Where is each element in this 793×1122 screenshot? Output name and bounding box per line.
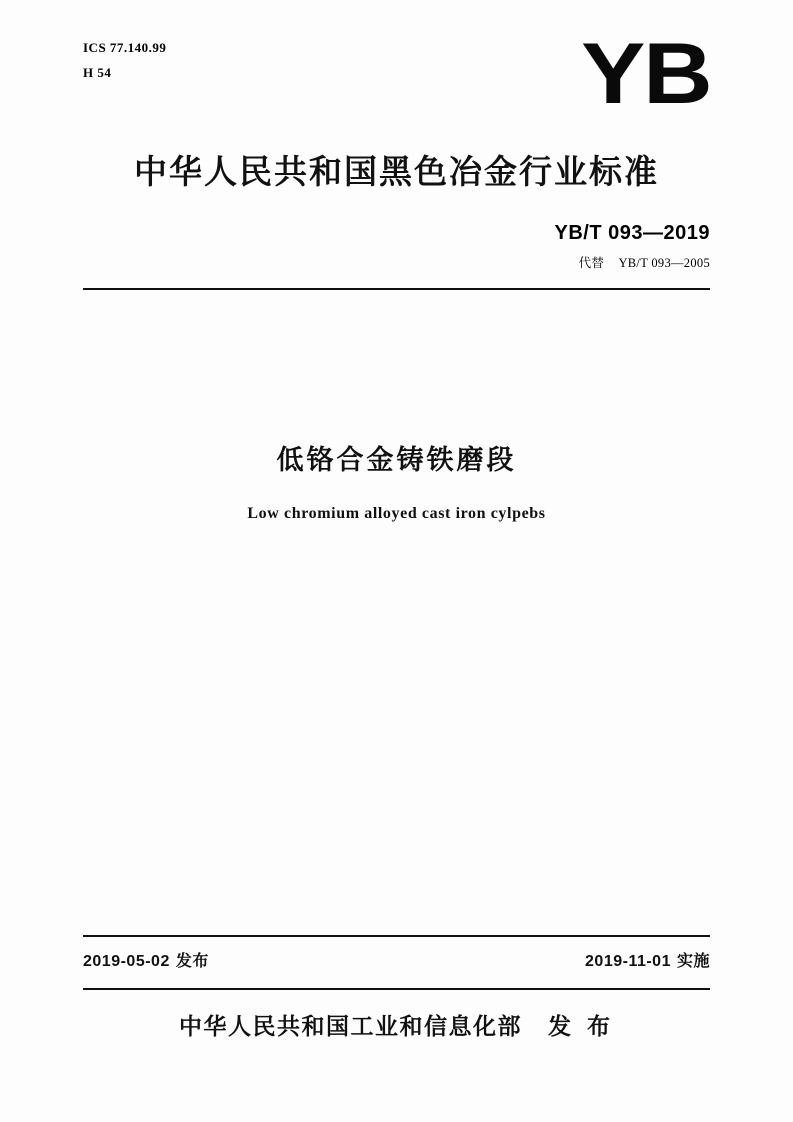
publisher-verb: 发 布	[547, 1014, 614, 1040]
replaces-label: 代替	[578, 255, 605, 270]
ics-meta-block	[83, 36, 166, 85]
ics-code: ICS 77.140.99	[83, 40, 167, 55]
series-title: 中华人民共和国黑色冶金行业标准	[134, 152, 659, 191]
issue-date-label: 发布	[175, 951, 209, 970]
implement-date-label: 实施	[676, 951, 710, 970]
classification-code: H 54	[83, 64, 112, 80]
replaces-number: YB/T 093—2005	[618, 256, 710, 270]
standard-number-block	[450, 222, 710, 271]
implement-date: 2019-11-01	[585, 953, 671, 970]
divider-bottom-2	[83, 988, 710, 990]
divider-top	[83, 288, 710, 290]
issue-date-group	[83, 948, 209, 971]
issue-date: 2019-05-02	[83, 953, 170, 970]
implement-date-group	[585, 948, 710, 971]
publisher-line	[0, 1008, 793, 1041]
divider-bottom	[83, 935, 710, 937]
standard-number: YB/T 093—2019	[554, 222, 710, 244]
replaces-line	[450, 253, 710, 271]
document-title-en: Low chromium alloyed cast iron cylpebs	[247, 505, 546, 522]
date-row	[83, 948, 710, 971]
publisher-name: 中华人民共和国工业和信息化部	[178, 1014, 522, 1040]
document-title-cn: 低铬合金铸铁磨段	[276, 445, 517, 476]
yb-logo: YB	[580, 26, 710, 122]
